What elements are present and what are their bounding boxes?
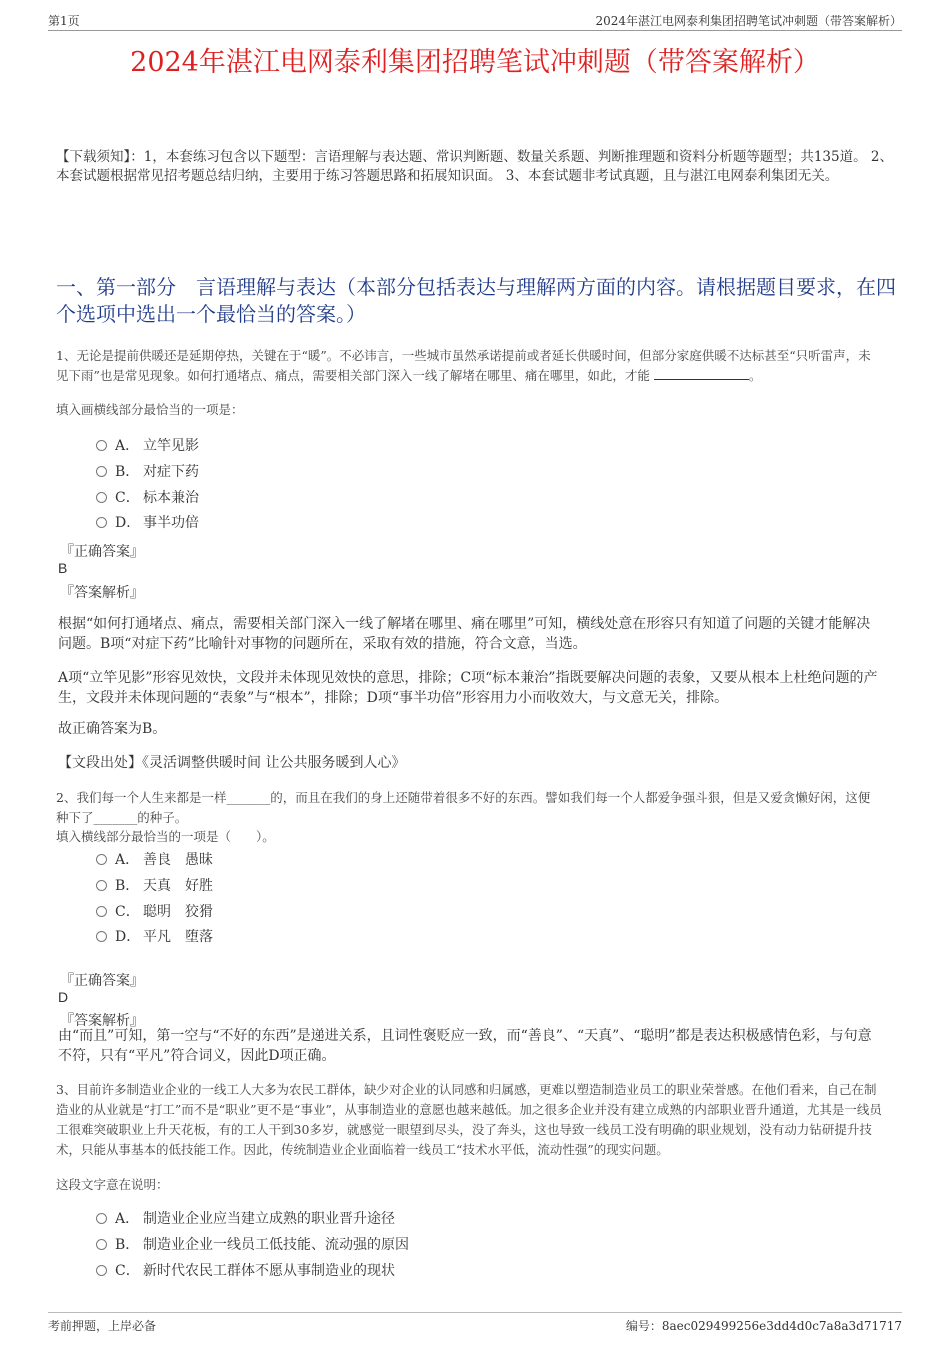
question-2-stem: 2、我们每一个人生来都是一样_______的，而且在我们的身上还随带着很多不好的东西。譬如我们每一个人都爱争强斗狠，但是又爱贪懒好闲，这便种下了_______的种子。 — [56, 790, 871, 825]
q1-option-a[interactable]: A． 立竿见影 — [96, 435, 199, 457]
analysis-label: 『答案解析』 — [60, 585, 144, 601]
radio-icon[interactable] — [96, 931, 107, 942]
radio-icon[interactable] — [96, 906, 107, 917]
analysis-paragraph: 由“而且”可知，第一空与“不好的东西”是递进关系，且词性褒贬应一致，而“善良”、“天真”、“聪明”都是表达积极感情色彩，与句意不符，只有“平凡”符合词义，因此D项正确。 — [58, 1028, 872, 1064]
question-2-prompt: 填入横线部分最恰当的一项是（ ）。 — [56, 829, 275, 844]
answer-value: D — [58, 989, 69, 1005]
q2-option-a[interactable]: A． 善良 愚昧 — [96, 849, 213, 871]
radio-icon[interactable] — [96, 466, 107, 477]
download-notice: 【下载须知】：1，本套练习包含以下题型：言语理解与表达题、常识判断题、数量关系题、判断推理题和资料分析题等题型；共135道。 2、本套试题根据常见招考题总结归纳，主要用于练习答题思路和拓展知识面。 3、本套试题非考试真题，且与湛江电网泰利集团无关。 — [56, 149, 893, 184]
source-citation: 【文段出处】《灵活调整供暖时间 让公共服务暖到人心》 — [58, 755, 406, 771]
analysis-paragraph: 根据“如何打通堵点、痛点，需要相关部门深入一线了解堵在哪里、痛在哪里”可知，横线处意在形容只有知道了问题的关键才能解决问题。B项“对症下药”比喻针对事物的问题所在，采取有效的措施，符合文意，当选。 — [58, 616, 871, 652]
page-footer — [48, 1312, 902, 1335]
analysis-label: 『答案解析』 — [60, 1013, 144, 1029]
question-1-stem: 1、无论是提前供暖还是延期停热，关键在于“暖”。不必讳言，一些城市虽然承诺提前或者延长供暖时间，但部分家庭供暖不达标甚至“只听雷声，未见下雨”也是常见现象。如何打通堵点、痛点，需要相关部门深入一线了解堵在哪里、痛在哪里，如此，才能 。 — [56, 348, 871, 383]
q1-option-b[interactable]: B． 对症下药 — [96, 461, 199, 483]
q1-option-c[interactable]: C． 标本兼治 — [96, 487, 199, 509]
footer-slogan: 考前押题，上岸必备 — [48, 1319, 157, 1333]
q2-option-c[interactable]: C． 聪明 狡猾 — [96, 901, 213, 923]
q3-option-b[interactable]: B． 制造业企业一线员工低技能、流动强的原因 — [96, 1234, 409, 1256]
answer-value: B — [58, 560, 68, 576]
section-heading: 一、第一部分 言语理解与表达（本部分包括表达与理解两方面的内容。请根据题目要求，在四个选项中选出一个最恰当的答案。） — [56, 275, 896, 326]
radio-icon[interactable] — [96, 1239, 107, 1250]
page-title: 2024年湛江电网泰利集团招聘笔试冲刺题（带答案解析） — [130, 47, 820, 78]
question-3-prompt: 这段文字意在说明： — [56, 1177, 169, 1192]
radio-icon[interactable] — [96, 440, 107, 451]
q3-option-a[interactable]: A． 制造业企业应当建立成熟的职业晋升途径 — [96, 1208, 395, 1230]
q3-option-c[interactable]: C． 新时代农民工群体不愿从事制造业的现状 — [96, 1260, 395, 1282]
q2-option-b[interactable]: B． 天真 好胜 — [96, 875, 213, 897]
question-3-stem: 3、目前许多制造业企业的一线工人大多为农民工群体，缺少对企业的认同感和归属感，更难以塑造制造业员工的职业荣誉感。在他们看来，自己在制造业的从业就是“打工”而不是“职业”更不是“事业”，从事制造业的意愿也越来越低。加之很多企业并没有建立成熟的内部职业晋升通道，尤其是一线员工很难突破职业上升天花板，有的工人干到30多岁，就感觉一眼望到尽头，没了奔头，这也导致一线员工没有明确的职业规划，没有动力钻研提升技术，只能从事基本的低技能工作。因此，传统制造业企业面临着一线员工“技术水平低，流动性强”的现实问题。 — [56, 1082, 882, 1157]
radio-icon[interactable] — [96, 854, 107, 865]
answer-label: 『正确答案』 — [60, 973, 144, 989]
analysis-conclusion: 故正确答案为B。 — [58, 721, 167, 737]
answer-label: 『正确答案』 — [60, 544, 144, 560]
q1-option-d[interactable]: D． 事半功倍 — [96, 512, 199, 534]
radio-icon[interactable] — [96, 1213, 107, 1224]
radio-icon[interactable] — [96, 517, 107, 528]
radio-icon[interactable] — [96, 880, 107, 891]
analysis-paragraph: A项“立竿见影”形容见效快，文段并未体现见效快的意思，排除；C项“标本兼治”指既要解决问题的表象，又要从根本上杜绝问题的产生，文段并未体现问题的“表象”与“根本”，排除；D项“事半功倍”形容用力小而收效大，与文意无关，排除。 — [58, 670, 878, 706]
question-1-prompt: 填入画横线部分最恰当的一项是： — [56, 402, 244, 417]
fill-blank — [654, 367, 749, 380]
page-number: 第1页 — [48, 14, 80, 28]
header-doc-title: 2024年湛江电网泰利集团招聘笔试冲刺题（带答案解析） — [595, 14, 902, 28]
page-header — [48, 8, 902, 31]
footer-doc-id: 编号：8aec029499256e3dd4d0c7a8a3d71717 — [625, 1319, 902, 1333]
radio-icon[interactable] — [96, 1265, 107, 1276]
radio-icon[interactable] — [96, 492, 107, 503]
q2-option-d[interactable]: D． 平凡 堕落 — [96, 926, 213, 948]
